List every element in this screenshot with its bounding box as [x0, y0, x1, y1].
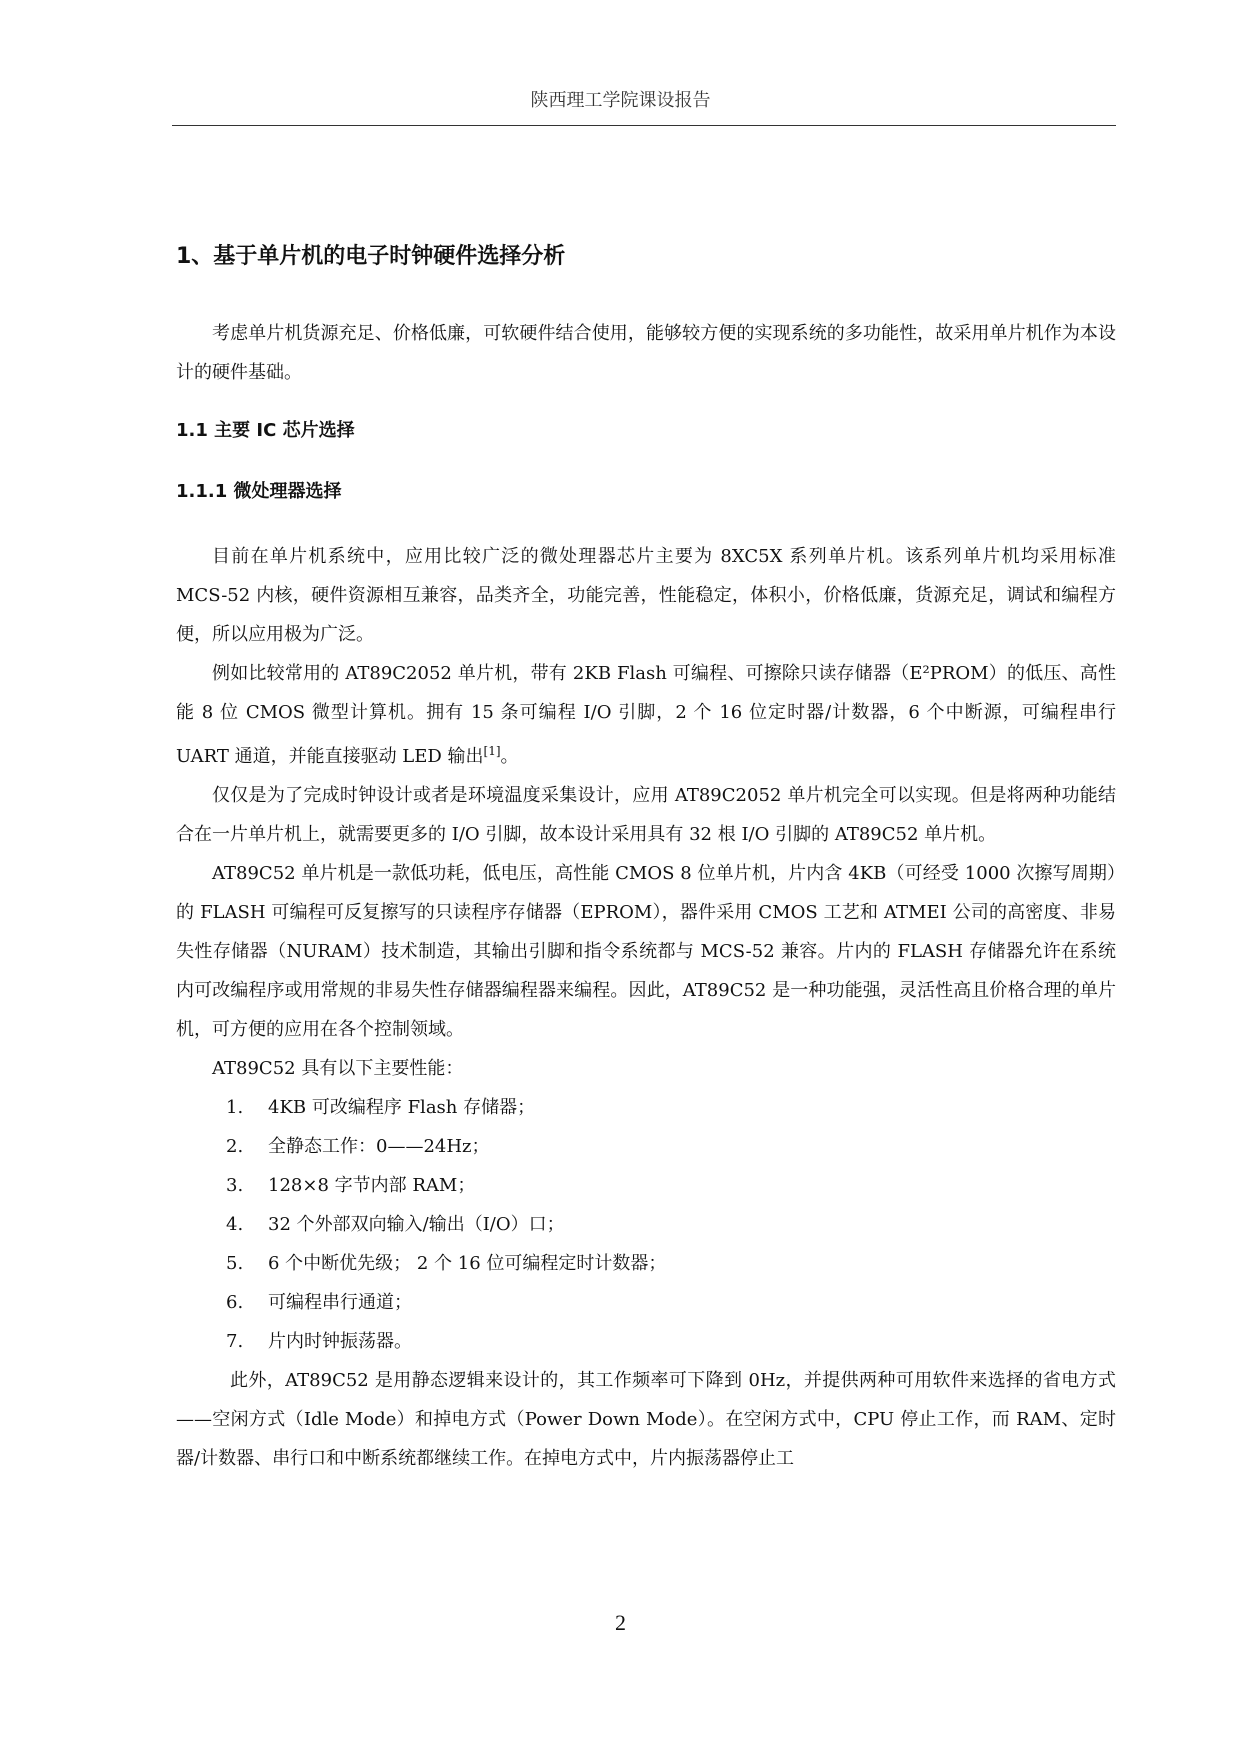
list-number: 3.: [226, 1175, 244, 1196]
paragraph-1: 目前在单片机系统中，应用比较广泛的微处理器芯片主要为 8XC5X 系列单片机。该系列单片机均采用标准 MCS-52 内核，硬件资源相互兼容，品类齐全，功能完善，性能稳定，体积小，价格低廉，货源充足，调试和编程方便，所以应用极为广泛。: [176, 546, 1116, 645]
paragraph-5: AT89C52 具有以下主要性能：: [212, 1058, 464, 1079]
list-number: 2.: [226, 1136, 244, 1157]
list-text: 可编程串行通道；: [268, 1292, 412, 1313]
list-number: 5.: [226, 1253, 244, 1274]
running-header: 陕西理工学院课设报告: [530, 90, 711, 111]
paragraph-4: AT89C52 单片机是一款低功耗，低电压，高性能 CMOS 8 位单片机，片内含 4KB（可经受 1000 次擦写周期）的 FLASH 可编程可反复擦写的只读程序存储器（EPROM），器件采用 CMOS 工艺和 ATMEI 公司的高密度、非易失性存储器（NURAM）技术制造，其输出引脚和指令系统都与 MCS-52 兼容。片内的 FLASH 存储器允许在系统内可改编程序或用常规的非易失性存储器编程器来编程。因此，AT89C52 是一种功能强，灵活性高且价格合理的单片机，可方便的应用在各个控制领域。: [176, 863, 1116, 1040]
paragraph-2: [176, 654, 1116, 776]
subsection-title: 1.1 主要 IC 芯片选择: [176, 420, 355, 441]
list-text: 4KB 可改编程序 Flash 存储器；: [268, 1097, 536, 1118]
list-item: [176, 1244, 1116, 1283]
list-item: [176, 1205, 1116, 1244]
main-content: [176, 242, 1116, 1478]
list-number: 4.: [226, 1214, 244, 1235]
citation-ref: [1]: [483, 744, 501, 758]
subsubsection-title: 1.1.1 微处理器选择: [176, 481, 342, 502]
list-text: 全静态工作：0——24Hz；: [268, 1136, 490, 1157]
paragraph-3: 仅仅是为了完成时钟设计或者是环境温度采集设计，应用 AT89C2052 单片机完全可以实现。但是将两种功能结合在一片单片机上，就需要更多的 I/O 引脚，故本设计采用具有 32 根 I/O 引脚的 AT89C52 单片机。: [176, 785, 1116, 845]
list-number: 1.: [226, 1097, 244, 1118]
list-text: 32 个外部双向输入/输出（I/O）口；: [268, 1214, 565, 1235]
paragraph-6: 此外，AT89C52 是用静态逻辑来设计的，其工作频率可下降到 0Hz，并提供两种可用软件来选择的省电方式——空闲方式（Idle Mode）和掉电方式（Power Down Mode）。在空闲方式中，CPU 停止工作，而 RAM、定时器/计数器、串行口和中断系统都继续工作。在掉电方式中，片内振荡器停止工: [176, 1370, 1116, 1469]
list-number: 7.: [226, 1331, 244, 1352]
list-item: [176, 1322, 1116, 1361]
list-item: [176, 1283, 1116, 1322]
header-divider: [172, 125, 1116, 126]
list-text: 6 个中断优先级； 2 个 16 位可编程定时计数器；: [268, 1253, 667, 1274]
paragraph-2-end: 。: [500, 746, 519, 767]
page-number: 2: [615, 1610, 626, 1635]
list-text: 片内时钟振荡器。: [268, 1331, 412, 1352]
list-item: [176, 1127, 1116, 1166]
list-item: [176, 1088, 1116, 1127]
intro-paragraph: 考虑单片机货源充足、价格低廉，可软硬件结合使用，能够较方便的实现系统的多功能性，故采用单片机作为本设计的硬件基础。: [176, 323, 1116, 383]
list-text: 128×8 字节内部 RAM；: [268, 1175, 476, 1196]
list-item: [176, 1166, 1116, 1205]
paragraph-2-text: 例如比较常用的 AT89C2052 单片机，带有 2KB Flash 可编程、可擦除只读存储器（E²PROM）的低压、高性能 8 位 CMOS 微型计算机。拥有 15 条可编程 I/O 引脚，2 个 16 位定时器/计数器，6 个中断源，可编程串行 UART 通道，并能直接驱动 LED 输出: [176, 663, 1116, 767]
list-number: 6.: [226, 1292, 244, 1313]
feature-list: [176, 1088, 1116, 1361]
section-title: 1、基于单片机的电子时钟硬件选择分析: [176, 244, 566, 269]
